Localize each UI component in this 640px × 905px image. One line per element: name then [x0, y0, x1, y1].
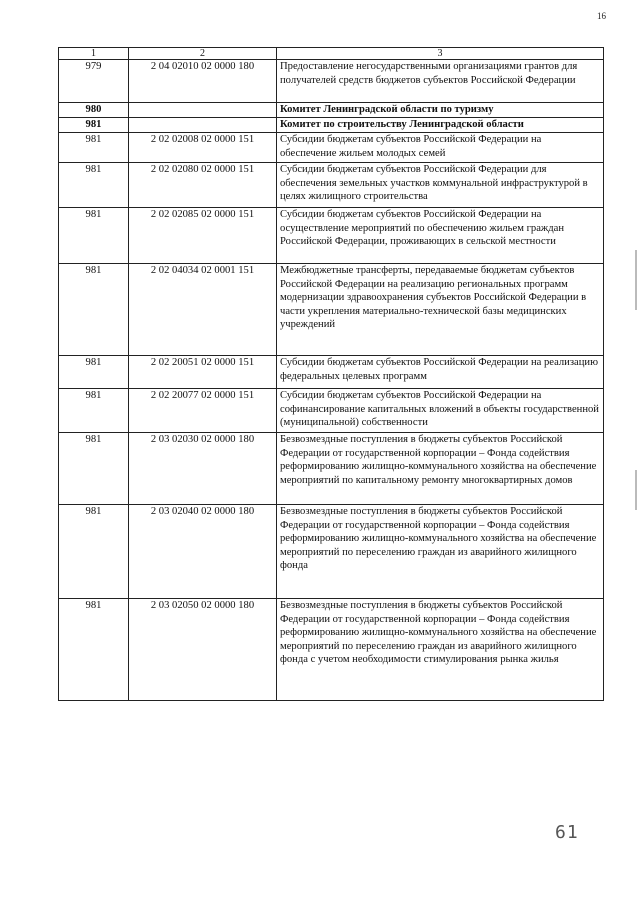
- admin-code-cell: 981: [59, 264, 129, 356]
- income-name-cell: Безвозмездные поступления в бюджеты субъектов Российской Федерации от государственной корпорации – Фонда содействия реформированию жилищно-коммунального хозяйства на обеспечение мероприятий по переселению граждан из аварийного жилищного фонда: [277, 505, 604, 599]
- income-name-cell: Комитет по строительству Ленинградской области: [277, 118, 604, 133]
- budget-code-cell: 2 02 02085 02 0000 151: [129, 208, 277, 264]
- table-row: [59, 133, 604, 163]
- admin-code-cell: 980: [59, 103, 129, 118]
- budget-code-cell: 2 02 02008 02 0000 151: [129, 133, 277, 163]
- budget-code-cell: 2 02 20051 02 0000 151: [129, 356, 277, 389]
- header-col-2: 2: [129, 48, 277, 60]
- scan-edge-mark: [635, 470, 637, 510]
- income-name-cell: Комитет Ленинградской области по туризму: [277, 103, 604, 118]
- table-row: [59, 264, 604, 356]
- scan-edge-mark: [635, 250, 637, 310]
- income-name-cell: Межбюджетные трансферты, передаваемые бюджетам субъектов Российской Федерации на реализацию региональных программ модернизации здравоохранения субъектов Российской Федерации в части укрепления материально-технической базы медицинских учреждений: [277, 264, 604, 356]
- budget-code-cell: 2 03 02050 02 0000 180: [129, 599, 277, 701]
- income-name-cell: Субсидии бюджетам субъектов Российской Федерации на обеспечение жильем молодых семей: [277, 133, 604, 163]
- page-number: 16: [597, 11, 606, 21]
- table-row: [59, 433, 604, 505]
- budget-classification-table: [58, 47, 604, 701]
- admin-code-cell: 981: [59, 208, 129, 264]
- admin-code-cell: 981: [59, 389, 129, 433]
- income-name-cell: Безвозмездные поступления в бюджеты субъектов Российской Федерации от государственной корпорации – Фонда содействия реформированию жилищно-коммунального хозяйства на обеспечение мероприятий по переселению граждан из аварийного жилищного фонда с учетом необходимости стимулирования рынка жилья: [277, 599, 604, 701]
- table-row: [59, 389, 604, 433]
- table-row: [59, 505, 604, 599]
- table-row: [59, 163, 604, 208]
- table-row: [59, 356, 604, 389]
- income-name-cell: Безвозмездные поступления в бюджеты субъектов Российской Федерации от государственной корпорации – Фонда содействия реформированию жилищно-коммунального хозяйства на обеспечение мероприятий по капитальному ремонту многоквартирных домов: [277, 433, 604, 505]
- admin-code-cell: 981: [59, 118, 129, 133]
- admin-code-cell: 981: [59, 599, 129, 701]
- table-row: [59, 60, 604, 103]
- admin-code-cell: 981: [59, 356, 129, 389]
- admin-code-cell: 981: [59, 433, 129, 505]
- table-row: [59, 599, 604, 701]
- income-name-cell: Предоставление негосударственными организациями грантов для получателей средств бюджетов субъектов Российской Федерации: [277, 60, 604, 103]
- admin-code-cell: 981: [59, 133, 129, 163]
- budget-code-cell: 2 02 04034 02 0001 151: [129, 264, 277, 356]
- budget-code-cell: 2 02 02080 02 0000 151: [129, 163, 277, 208]
- admin-code-cell: 981: [59, 163, 129, 208]
- table-row: [59, 208, 604, 264]
- budget-code-cell: 2 04 02010 02 0000 180: [129, 60, 277, 103]
- budget-code-cell: [129, 103, 277, 118]
- admin-code-cell: 981: [59, 505, 129, 599]
- budget-code-cell: [129, 118, 277, 133]
- admin-code-cell: 979: [59, 60, 129, 103]
- income-name-cell: Субсидии бюджетам субъектов Российской Федерации для обеспечения земельных участков коммунальной инфраструктурой в целях жилищного строительства: [277, 163, 604, 208]
- budget-code-cell: 2 03 02030 02 0000 180: [129, 433, 277, 505]
- table-row: [59, 103, 604, 118]
- header-col-3: 3: [277, 48, 604, 60]
- header-col-1: 1: [59, 48, 129, 60]
- budget-code-cell: 2 03 02040 02 0000 180: [129, 505, 277, 599]
- budget-code-cell: 2 02 20077 02 0000 151: [129, 389, 277, 433]
- table-header-row: [59, 48, 604, 60]
- income-name-cell: Субсидии бюджетам субъектов Российской Федерации на софинансирование капитальных вложений в объекты государственной (муниципальной) собственности: [277, 389, 604, 433]
- income-name-cell: Субсидии бюджетам субъектов Российской Федерации на осуществление мероприятий по обеспечению жильем граждан Российской Федерации, проживающих в сельской местности: [277, 208, 604, 264]
- income-name-cell: Субсидии бюджетам субъектов Российской Федерации на реализацию федеральных целевых программ: [277, 356, 604, 389]
- table-row: [59, 118, 604, 133]
- handwritten-page-mark: 61: [555, 822, 579, 843]
